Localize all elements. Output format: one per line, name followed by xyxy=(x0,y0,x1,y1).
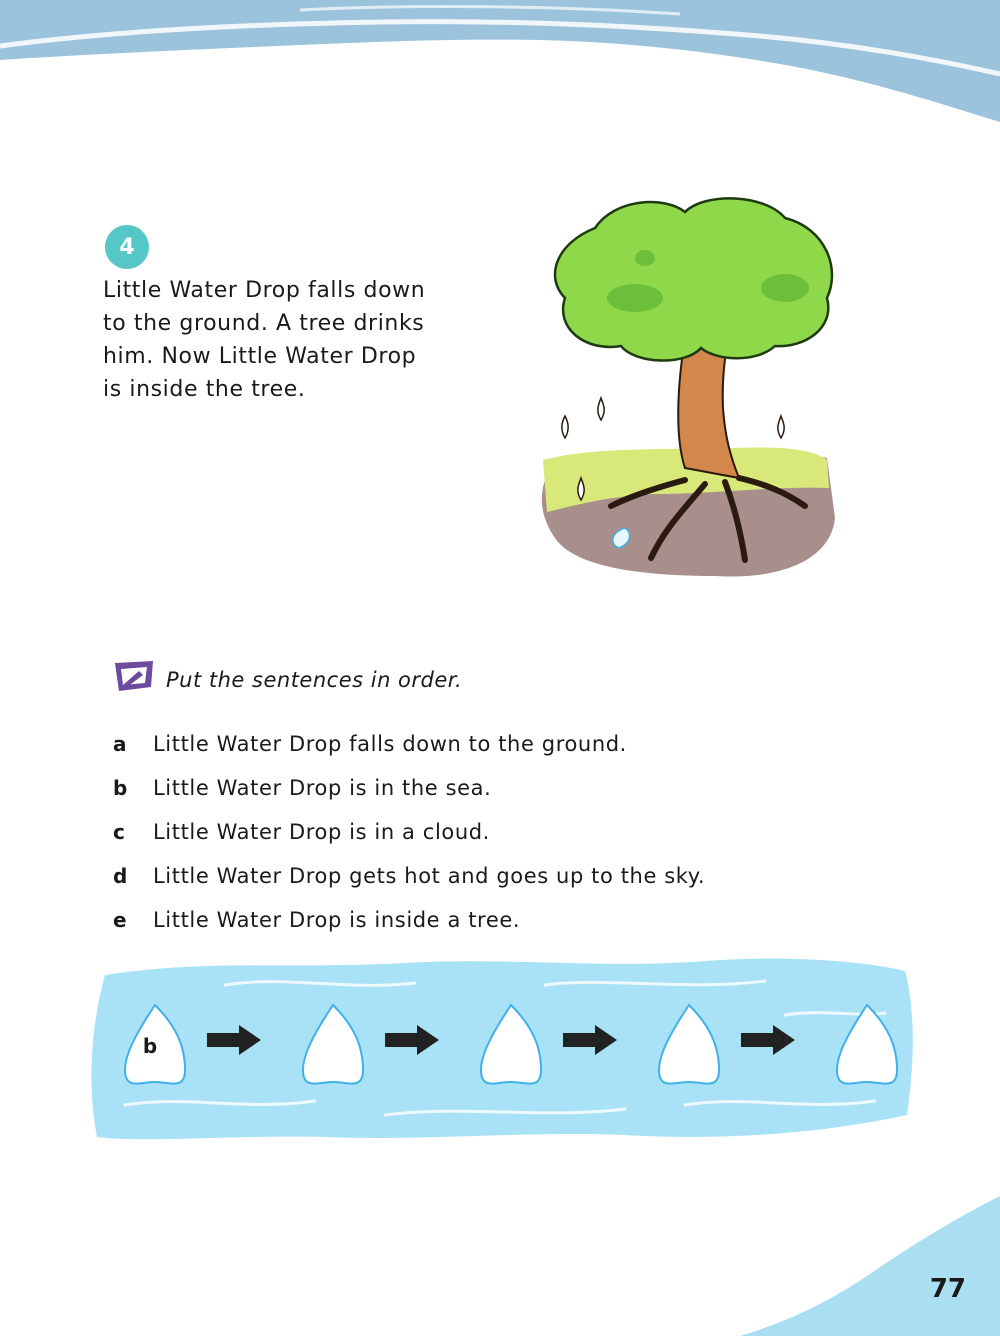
sentence-text: Little Water Drop is in a cloud. xyxy=(153,820,490,844)
tree-illustration xyxy=(535,188,845,588)
story-line: is inside the tree. xyxy=(103,377,306,402)
pencil-paper-icon xyxy=(113,659,157,693)
sentence-list xyxy=(113,722,705,942)
answer-water-band xyxy=(85,955,917,1145)
top-wave-decoration xyxy=(0,0,1000,140)
sentence-letter: b xyxy=(113,776,128,800)
sentence-text: Little Water Drop falls down to the ground. xyxy=(153,732,627,756)
sentence-text: Little Water Drop is in the sea. xyxy=(153,776,492,800)
sentence-item xyxy=(113,898,705,942)
story-line: Little Water Drop falls down xyxy=(103,278,426,303)
sentence-text: Little Water Drop is inside a tree. xyxy=(153,908,521,932)
sentence-letter: d xyxy=(113,864,128,888)
sentence-text: Little Water Drop gets hot and goes up to the sky. xyxy=(153,864,706,888)
sentence-letter: c xyxy=(113,820,126,844)
story-line: him. Now Little Water Drop xyxy=(103,344,417,369)
answer-drop-value: b xyxy=(142,1034,158,1058)
sentence-item xyxy=(113,854,705,898)
sentence-letter: a xyxy=(113,732,128,756)
sentence-letter: e xyxy=(113,908,128,932)
step-number-badge: 4 xyxy=(105,225,149,269)
activity-instruction: Put the sentences in order. xyxy=(166,668,463,692)
story-text xyxy=(103,274,473,406)
sentence-item xyxy=(113,766,705,810)
bottom-wave-decoration xyxy=(720,1196,1000,1336)
sentence-item xyxy=(113,722,705,766)
sentence-item xyxy=(113,810,705,854)
page-number: 77 xyxy=(929,1274,966,1304)
story-line: to the ground. A tree drinks xyxy=(103,311,425,336)
